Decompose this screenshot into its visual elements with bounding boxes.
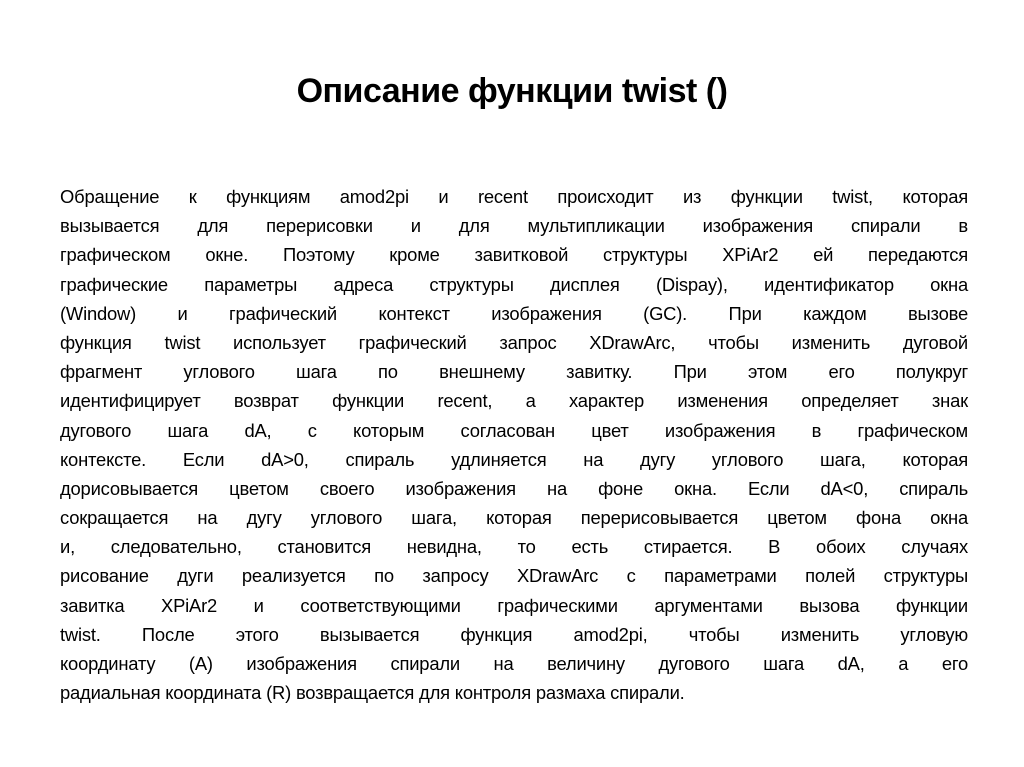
paragraph-line: идентифицирует возврат функции recent, а характер изменения определяет знак: [60, 390, 968, 412]
paragraph-line: функция twist использует графический запрос XDrawArc, чтобы изменить дуговой: [60, 331, 968, 353]
paragraph-line: twist. После этого вызывается функция amod2pi, чтобы изменить угловую: [60, 623, 968, 645]
paragraph-line: графические параметры адреса структуры дисплея (Dispay), идентификатор окна: [60, 273, 968, 295]
paragraph-line: завитка XPiAr2 и соответствующими графическими аргументами вызова функции: [60, 594, 968, 616]
body-paragraph: [60, 182, 968, 707]
paragraph-line: фрагмент углового шага по внешнему завитку. При этом его полукруг: [60, 361, 968, 383]
paragraph-line: контексте. Если dA>0, спираль удлиняется на дугу углового шага, которая: [60, 448, 968, 470]
paragraph-line: дорисовывается цветом своего изображения на фоне окна. Если dA<0, спираль: [60, 477, 968, 499]
paragraph-line: (Window) и графический контекст изображения (GC). При каждом вызове: [60, 302, 968, 324]
paragraph-line: координату (A) изображения спирали на величину дугового шага dA, а его: [60, 653, 968, 674]
paragraph-line: радиальная координата (R) возвращается для контроля размаха спирали.: [60, 682, 685, 704]
paragraph-line: Обращение к функциям amod2pi и recent происходит из функции twist, которая: [60, 186, 968, 207]
paragraph-line: и, следовательно, становится невидна, то есть стирается. В обоих случаях: [60, 536, 968, 558]
paragraph-line: сокращается на дугу углового шага, которая перерисовывается цветом фона окна: [60, 507, 968, 529]
paragraph-line: вызывается для перерисовки и для мультипликации изображения спирали в: [60, 215, 968, 237]
slide-title: Описание функции twist (): [296, 72, 728, 110]
paragraph-line: графическом окне. Поэтому кроме завитковой структуры XPiAr2 ей передаются: [60, 244, 968, 266]
paragraph-line: дугового шага dA, с которым согласован цвет изображения в графическом: [60, 419, 968, 441]
paragraph-line: рисование дуги реализуется по запросу XDrawArc с параметрами полей структуры: [60, 565, 968, 587]
